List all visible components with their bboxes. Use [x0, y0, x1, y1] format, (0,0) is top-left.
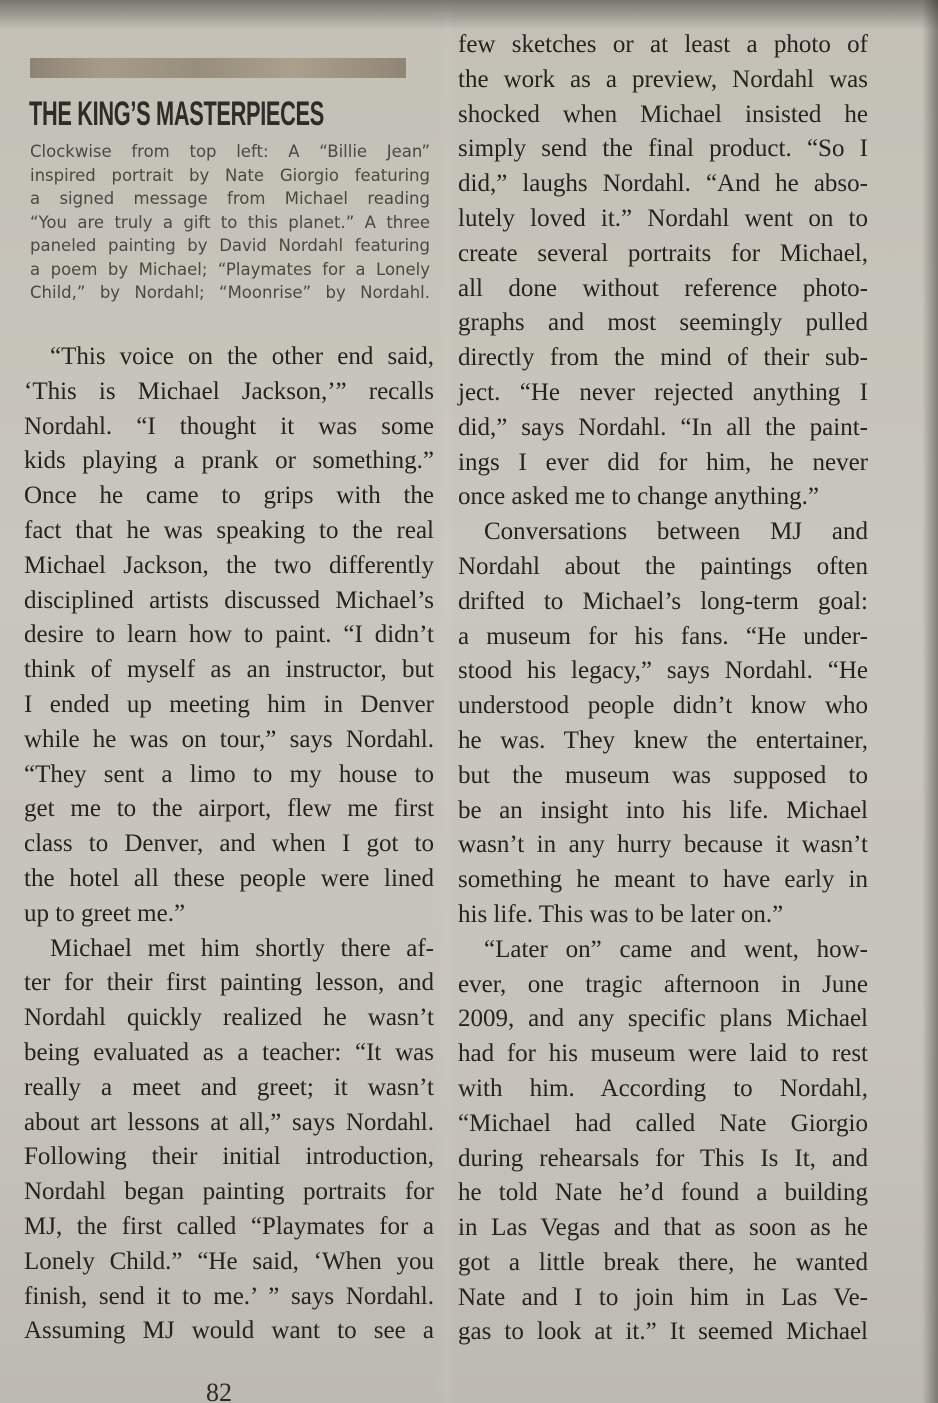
- text-line: shocked when Michael insisted he: [458, 100, 868, 128]
- text-line: the work as a preview, Nordahl was: [458, 65, 868, 93]
- text-line: his life. This was to be later on.”: [458, 900, 784, 928]
- sidebar-color-bar: [30, 58, 406, 78]
- text-line: in Las Vegas and that as soon as he: [458, 1214, 868, 1242]
- caption-line: “You are truly a gift to this planet.” A three: [30, 212, 430, 232]
- text-line: stood his legacy,” says Nordahl. “He: [458, 657, 868, 685]
- text-line: ‘This is Michael Jackson,’” recalls: [24, 377, 434, 405]
- text-line: up to greet me.”: [24, 899, 186, 927]
- text-line: but the museum was supposed to: [458, 761, 868, 789]
- text-line: disciplined artists discussed Michael’s: [24, 586, 434, 614]
- column-gutter: [436, 0, 456, 1403]
- caption-line: Child,” by Nordahl; “Moonrise” by Nordahl.: [30, 283, 430, 302]
- caption-line: Clockwise from top left: A “Billie Jean”: [30, 142, 430, 161]
- page-shadow-top: [0, 0, 938, 30]
- caption-line: a poem by Michael; “Playmates for a Lonely: [30, 259, 430, 279]
- text-line: understood people didn’t know who: [458, 692, 868, 720]
- text-line: kids playing a prank or something.”: [24, 447, 434, 475]
- text-line: did,” says Nordahl. “In all the paint-: [458, 413, 868, 441]
- photo-caption: [30, 140, 430, 305]
- text-line: simply send the final product. “So I: [458, 135, 868, 163]
- text-line: class to Denver, and when I got to: [24, 830, 434, 858]
- text-line: he told Nate he’d found a building: [458, 1179, 868, 1207]
- text-line: get me to the airport, flew me first: [24, 795, 434, 823]
- text-line: had for his museum were laid to rest: [458, 1040, 868, 1068]
- sidebar-headline: THE KING’S MASTERPIECES: [29, 95, 324, 133]
- article-column-right: [458, 28, 868, 1350]
- text-line: lutely loved it.” Nordahl went on to: [458, 204, 868, 232]
- text-line: 2009, and any specific plans Michael: [458, 1005, 868, 1033]
- text-line: Conversations between MJ and: [484, 518, 868, 546]
- text-line: ings I ever did for him, he never: [458, 448, 868, 476]
- text-line: with him. According to Nordahl,: [458, 1074, 868, 1102]
- text-line: during rehearsals for This Is It, and: [458, 1144, 868, 1172]
- text-line: drifted to Michael’s long-term goal:: [458, 587, 868, 615]
- text-line: MJ, the first called “Playmates for a: [24, 1212, 434, 1240]
- text-line: “Later on” came and went, how-: [484, 935, 868, 963]
- text-line: all done without reference photo-: [458, 274, 868, 302]
- text-line: ter for their first painting lesson, and: [24, 969, 434, 997]
- article-column-left: [24, 340, 434, 1349]
- text-line: be an insight into his life. Michael: [458, 796, 868, 824]
- text-line: Nordahl about the paintings often: [458, 552, 868, 580]
- text-line: he was. They knew the entertainer,: [458, 726, 868, 754]
- text-line: ever, one tragic afternoon in June: [458, 970, 868, 998]
- page-shadow-right: [922, 0, 938, 1403]
- text-line: Nordahl. “I thought it was some: [24, 412, 434, 440]
- text-line: create several portraits for Michael,: [458, 239, 868, 267]
- text-line: Following their initial introduction,: [24, 1143, 434, 1171]
- text-line: I ended up meeting him in Denver: [24, 690, 434, 718]
- text-line: gas to look at it.” It seemed Michael: [458, 1318, 868, 1346]
- text-line: Nate and I to join him in Las Ve-: [458, 1283, 868, 1311]
- text-line: think of myself as an instructor, but: [24, 656, 434, 684]
- caption-line: paneled painting by David Nordahl featuring: [30, 236, 430, 255]
- text-line: finish, send it to me.’ ” says Nordahl.: [24, 1282, 434, 1310]
- text-line: something he meant to have early in: [458, 866, 868, 894]
- text-line: Nordahl began painting portraits for: [24, 1178, 434, 1206]
- text-line: “This voice on the other end said,: [50, 343, 434, 370]
- text-line: Nordahl quickly realized he wasn’t: [24, 1004, 434, 1032]
- text-line: desire to learn how to paint. “I didn’t: [24, 621, 434, 649]
- text-line: fact that he was speaking to the real: [24, 516, 434, 544]
- text-line: about art lessons at all,” says Nordahl.: [24, 1108, 434, 1136]
- text-line: while he was on tour,” says Nordahl.: [24, 725, 434, 753]
- text-line: few sketches or at least a photo of: [458, 31, 868, 58]
- text-line: Michael met him shortly there af-: [50, 934, 434, 962]
- text-line: a museum for his fans. “He under-: [458, 622, 868, 650]
- text-line: did,” laughs Nordahl. “And he abso-: [458, 170, 868, 198]
- caption-line: a signed message from Michael reading: [30, 189, 430, 208]
- text-line: “Michael had called Nate Giorgio: [458, 1109, 868, 1137]
- text-line: Assuming MJ would want to see a: [24, 1317, 434, 1345]
- text-line: directly from the mind of their sub-: [458, 344, 868, 372]
- text-line: graphs and most seemingly pulled: [458, 309, 868, 337]
- text-line: Lonely Child.” “He said, ‘When you: [24, 1247, 434, 1275]
- caption-line: inspired portrait by Nate Giorgio featuring: [30, 165, 430, 185]
- text-line: got a little break there, he wanted: [458, 1248, 868, 1276]
- text-line: “They sent a limo to my house to: [24, 760, 434, 788]
- text-line: really a meet and greet; it wasn’t: [24, 1073, 434, 1101]
- text-line: the hotel all these people were lined: [24, 864, 434, 892]
- page-number: 82: [206, 1378, 232, 1403]
- text-line: Michael Jackson, the two differently: [24, 551, 434, 579]
- text-line: Once he came to grips with the: [24, 482, 434, 510]
- text-line: ject. “He never rejected anything I: [458, 378, 868, 406]
- text-line: wasn’t in any hurry because it wasn’t: [458, 831, 868, 859]
- text-line: once asked me to change anything.”: [458, 483, 819, 511]
- text-line: being evaluated as a teacher: “It was: [24, 1038, 434, 1066]
